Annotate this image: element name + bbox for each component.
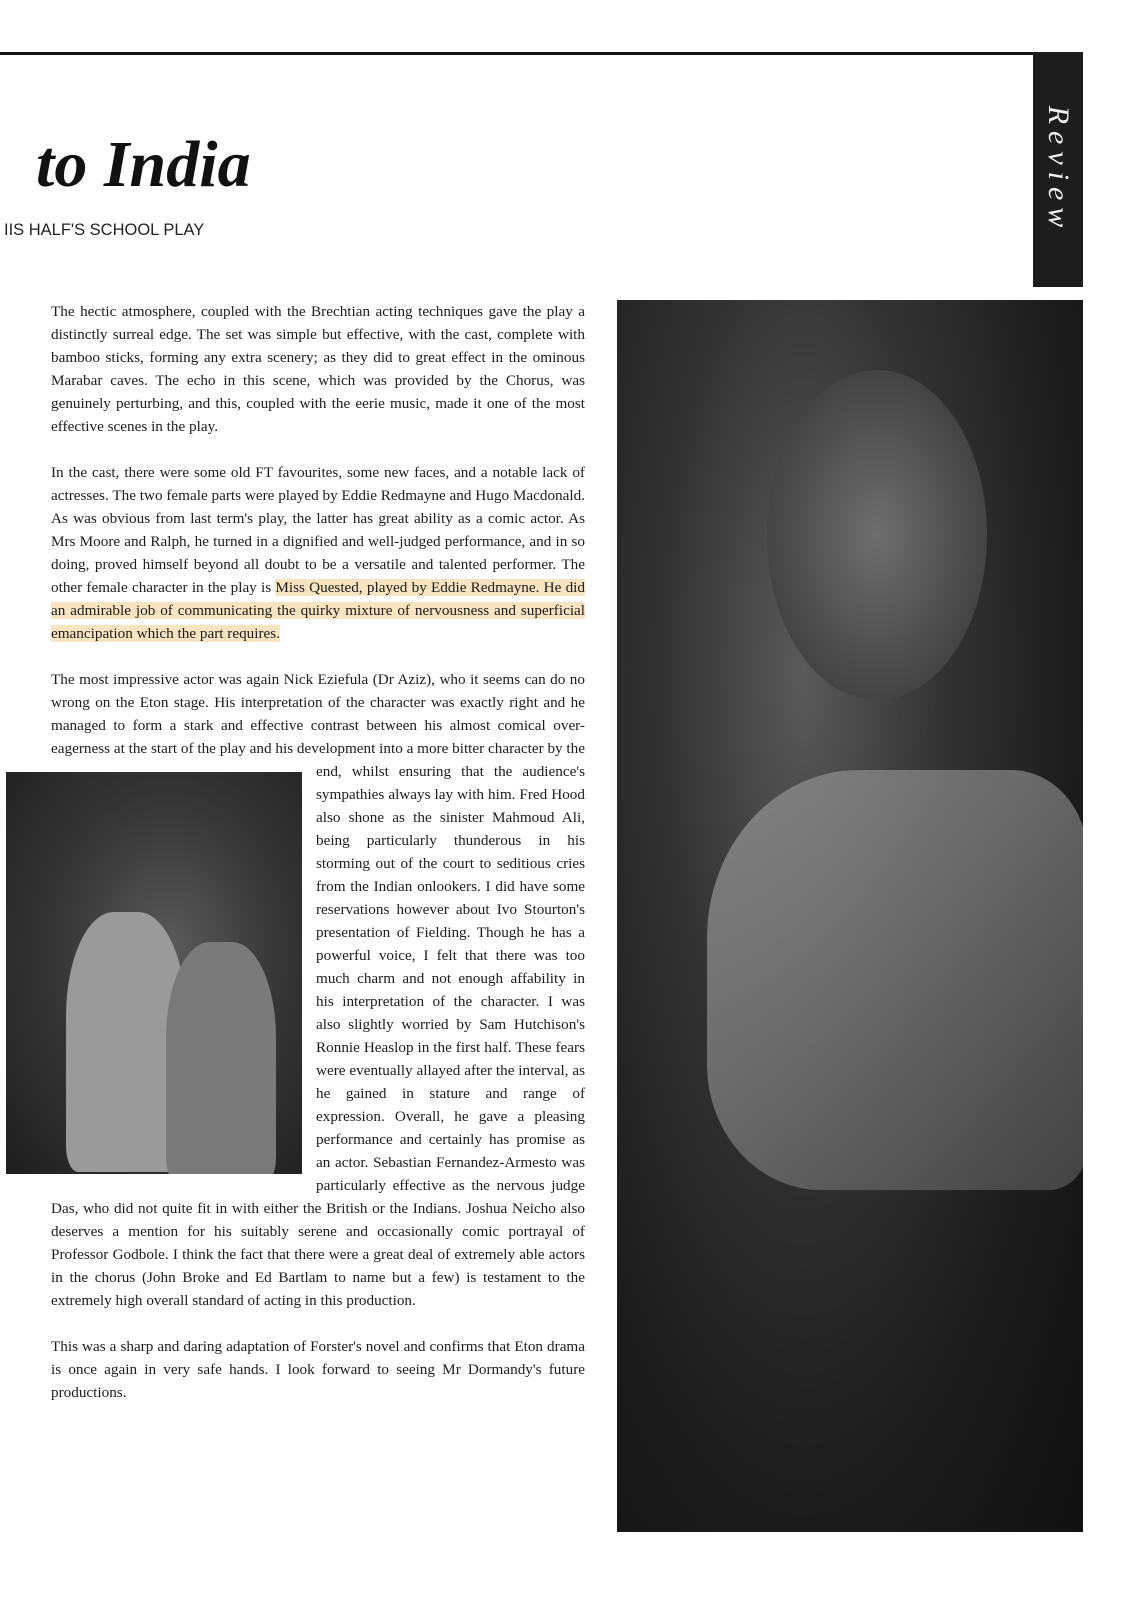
inset-photo: [6, 772, 302, 1174]
section-tab-label: Review: [1042, 105, 1075, 234]
paragraph-4: This was a sharp and daring adaptation of Forster's novel and confirms that Eton drama is once again in very safe hands. I look forward to seeing Mr Dormandy's future productions.: [51, 1338, 585, 1401]
paragraph-2-text: In the cast, there were some old FT favourites, some new faces, and a notable lack of actresses. The two female parts were played by Eddie Redmayne and Hugo Macdonald. As was obvious from last term's play, the latter has great ability as a comic actor. As Mrs Moore and Ralph, he turned in a dignified and well-judged performance, and in so doing, proved himself beyond all doubt to be a versatile and talented performer. The other female character in the play is: [51, 464, 585, 596]
article-subtitle: IIS HALF'S SCHOOL PLAY: [4, 221, 205, 239]
top-rule: [0, 52, 1033, 55]
highlighted-passage: Miss Quested, played by Eddie Redmayne. He did an admirable job of communicating the quirky mixture of nervousness and superficial emancipation which the part requires.: [51, 579, 585, 642]
article-body: [51, 300, 585, 1427]
photo-actor-shawl: [707, 770, 1083, 1190]
photo-actor-face: [767, 370, 987, 700]
paragraph-3-text-b: sympathies always lay with him. Fred Hood also shone as the sinister Mahmoud Ali, being particularly thunderous in his storming out of the court to seditious cries from the Indian onlookers. I did have some reservations however about Ivo Stourton's presentation of Fielding. Though he has a powerful voice, I felt that there was too much charm and not enough affability in his interpretation of the character. I was also slightly worried by Sam Hutchison's Ronnie Heaslop in the first half. These fears were eventually allayed after the interval, as he gained in stature and range of expression. Overall, he gave a pleasing performance and certainly has promise as an actor. Sebastian Fernandez-Armesto was particularly effective as the nervous judge Das, who did not quite fit in with either the British or the Indians. Joshua Neicho also deserves a mention for his suitably serene and occasionally comic portrayal of Professor Godbole. I think the fact that there were a great deal of extremely able actors in the chorus (John Broke and Ed Bartlam to name but a few) is testament to the extremely high overall standard of acting in this production.: [51, 786, 585, 1309]
main-photo: [617, 300, 1083, 1532]
paragraph-3-text-a: The most impressive actor was again Nick Eziefula (Dr Aziz), who it seems can do no wrong on the Eton stage. His interpretation of the character was exactly right and he managed to form a stark and effective contrast between his almost comical over-eagerness at the start of the play and his development into a more bitter character by the end, whilst ensuring that the audience's: [51, 671, 585, 780]
inset-photo-figure-right: [166, 942, 276, 1174]
section-tab: [1033, 52, 1083, 287]
article-title: to India: [36, 128, 251, 201]
paragraph-1: The hectic atmosphere, coupled with the Brechtian acting techniques gave the play a distinctly surreal edge. The set was simple but effective, with the cast, complete with bamboo sticks, forming any extra scenery; as they did to great effect in the ominous Marabar caves. The echo in this scene, which was provided by the Chorus, was genuinely perturbing, and this, coupled with the eerie music, made it one of the most effective scenes in the play.: [51, 303, 585, 435]
paragraph-2: [51, 461, 585, 645]
paragraph-3: [51, 668, 585, 1312]
